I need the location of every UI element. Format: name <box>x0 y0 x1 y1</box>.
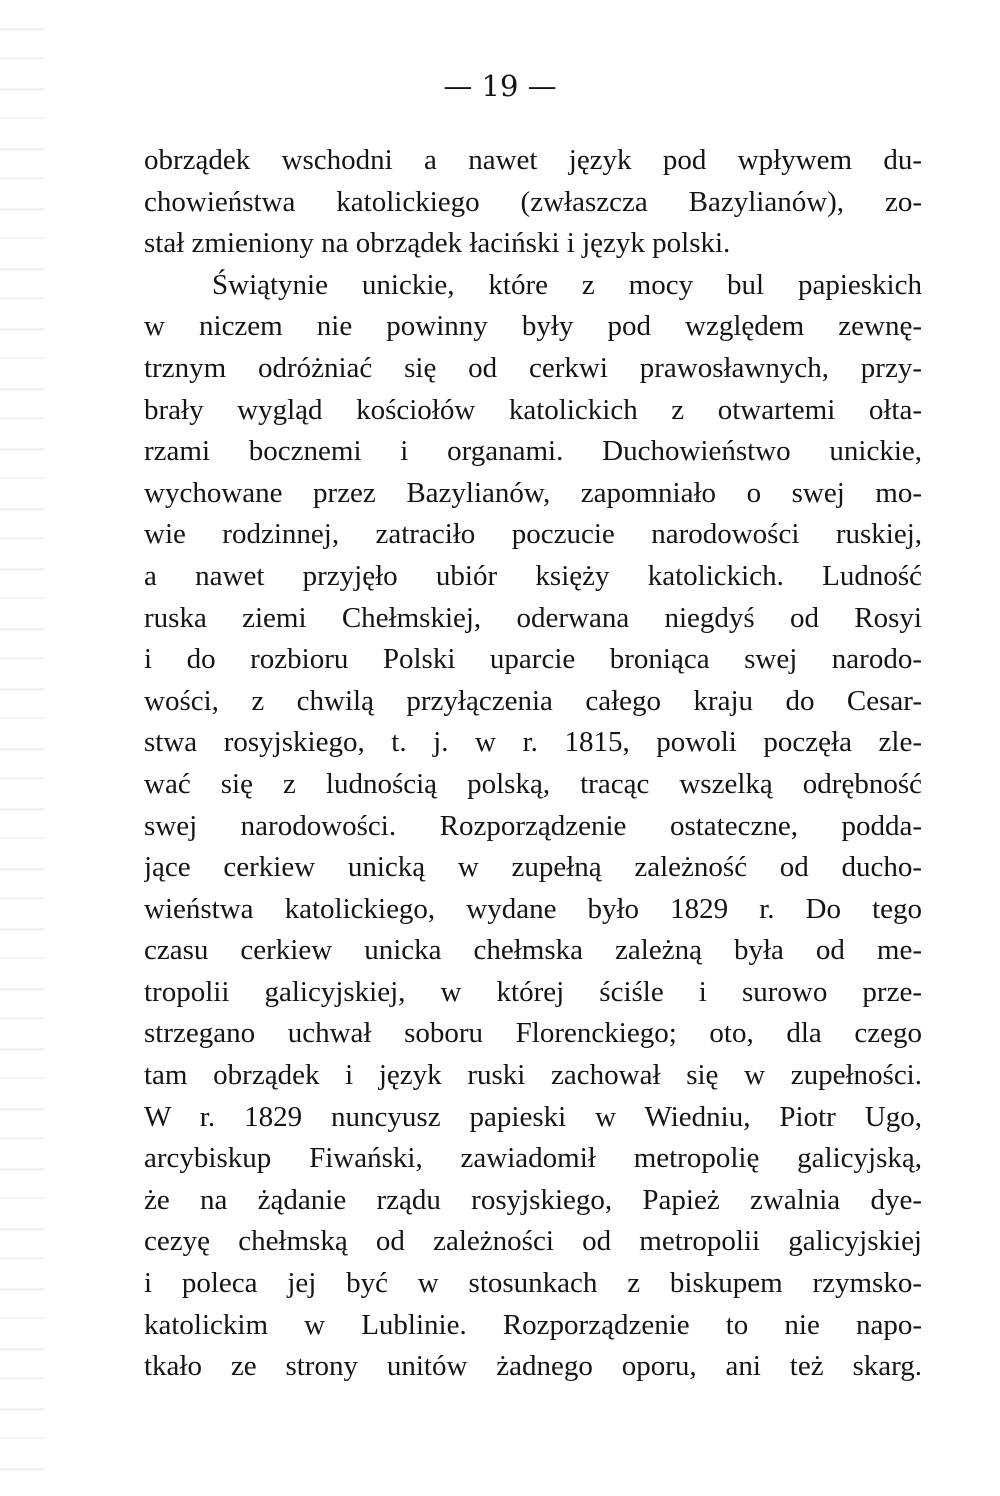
text-line: swej narodowości. Rozporządzenie ostateczne, podda- <box>144 809 922 842</box>
text-line: Świątynie unickie, które z mocy bul papieskich <box>212 268 922 301</box>
text-line: W r. 1829 nuncyusz papieski w Wiedniu, Piotr Ugo, <box>144 1100 922 1133</box>
text-line: w niczem nie powinny były pod względem zewnę- <box>144 310 922 343</box>
page-number-header: — 19 — <box>443 69 557 103</box>
text-line: chowieństwa katolickiego (zwłaszcza Bazylianów), zo- <box>144 185 922 218</box>
text-line: wychowane przez Bazylianów, zapomniało o swej mo- <box>144 476 922 509</box>
page-edge-binding <box>0 0 44 1496</box>
text-line: i do rozbioru Polski uparcie broniąca swej narodo- <box>144 643 922 676</box>
text-line: trznym odróżniać się od cerkwi prawosławnych, przy- <box>144 351 922 384</box>
text-line: obrządek wschodni a nawet język pod wpływem du- <box>144 144 922 176</box>
text-line: tam obrządek i język ruski zachował się w zupełności. <box>144 1059 922 1092</box>
text-line: brały wygląd kościołów katolickich z otwartemi ołta- <box>144 393 922 426</box>
text-line: arcybiskup Fiwański, zawiadomił metropolię galicyjską, <box>144 1142 922 1175</box>
text-line: stwa rosyjskiego, t. j. w r. 1815, powoli poczęła zle- <box>144 726 922 759</box>
text-line: wości, z chwilą przyłączenia całego kraju do Cesar- <box>144 684 922 717</box>
text-line: wać się z ludnością polską, tracąc wszelką odrębność <box>144 767 922 800</box>
text-line: wie rodzinnej, zatraciło poczucie narodowości ruskiej, <box>144 518 922 551</box>
text-line: i poleca jej być w stosunkach z biskupem rzymsko- <box>144 1267 922 1300</box>
text-line: że na żądanie rządu rosyjskiego, Papież zwalnia dye- <box>144 1183 922 1216</box>
text-line: rzami bocznemi i organami. Duchowieństwo unickie, <box>144 435 922 468</box>
text-line: wieństwa katolickiego, wydane było 1829 r. Do tego <box>144 892 922 925</box>
text-line: jące cerkiew unicką w zupełną zależność od ducho- <box>144 851 922 884</box>
body-text <box>144 140 922 1388</box>
text-line: tkało ze strony unitów żadnego oporu, ani też skarg. <box>144 1350 922 1383</box>
text-line: czasu cerkiew unicka chełmska zależną była od me- <box>144 934 922 967</box>
text-line: a nawet przyjęło ubiór księży katolickich. Ludność <box>144 559 922 592</box>
text-line: cezyę chełmską od zależności od metropolii galicyjskiej <box>144 1225 922 1258</box>
text-line: tropolii galicyjskiej, w której ściśle i surowo prze- <box>144 975 922 1008</box>
text-line: ruska ziemi Chełmskiej, oderwana niegdyś od Rosyi <box>144 601 922 634</box>
text-line: strzegano uchwał soboru Florenckiego; oto, dla czego <box>144 1017 922 1050</box>
text-line: katolickim w Lublinie. Rozporządzenie to nie napo- <box>144 1308 922 1341</box>
text-line: stał zmieniony na obrządek łaciński i język polski. <box>144 227 731 260</box>
